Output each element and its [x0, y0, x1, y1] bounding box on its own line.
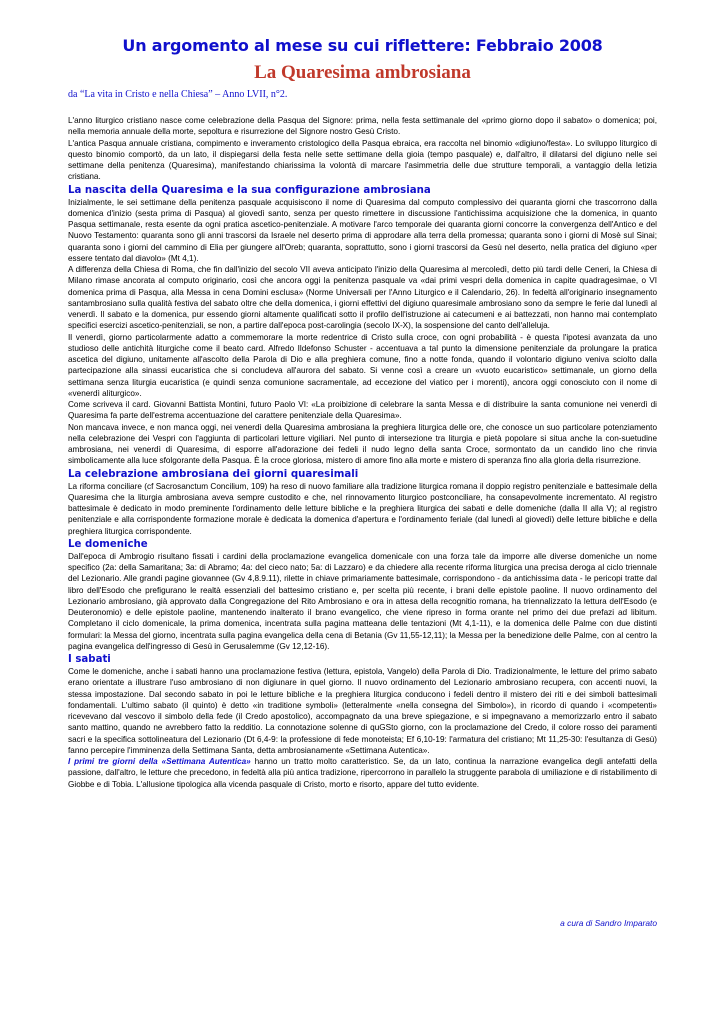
intro	[68, 115, 657, 183]
intro-paragraph: L'antica Pasqua annuale cristiana, compimento e inveramento cristologico della Pasqua ebraica, era raccolta nel binomio «digiuno/festa». Lo sviluppo liturgico di questo binomio comportò, da un lato, il dispiegarsi della festa nelle sette settimane della gioia (tempo pasquale) e, dall'altro, il dilatarsi del digiuno nelle sei settimane della penitenza (Quaresima), manifestando chiarissima la volontà di marcare l'asimmetria delle due strutture temporali, a vantaggio della letizia cristiana.	[68, 138, 657, 182]
section-paragraph: Come scriveva il card. Giovanni Battista Montini, futuro Paolo VI: «La proibizione di celebrare la santa Messa e di distribuire la santa comunione nei venerdì di Quaresima fa parte dell'estrema accentuazione del carattere penitenziale della Quaresima».	[68, 400, 657, 421]
signature: a cura di Sandro Imparato	[560, 918, 657, 928]
document-page	[68, 36, 657, 790]
section-paragraph: Non mancava invece, e non manca oggi, nei venerdì della Quaresima ambrosiana la preghiera liturgica delle ore, che conosce un suo particolare potenziamento nella celebrazione dei Vespri con l'aggiunta di particolari letture vigiliari. Nel punto di intersezione tra liturgia e pietà popolare si situa anche la con-suetudine ambrosiana, nei venerdì di Quaresima, di esporre all'adorazione dei fedeli il nudo legno della santa Croce, sormontato da un candido lino che rinvia simbolicamente alla luce sfolgorante della Pasqua. È la croce gloriosa, mistero di amore fino alla morte e mistero di speranza fino alla gloria della risurrezione.	[68, 422, 657, 466]
intro-paragraph: L'anno liturgico cristiano nasce come celebrazione della Pasqua del Signore: prima, nella festa settimanale del «primo giorno dopo il sabato» o domenica; poi, nella memoria annuale della morte, sepoltura e risurrezione del Signore nostro Gesù Cristo.	[68, 116, 657, 137]
section-heading: Le domeniche	[68, 538, 148, 550]
header-title: Un argomento al mese su cui riflettere: Febbraio 2008	[122, 36, 603, 55]
section-paragraph: Il venerdì, giorno particolarmente adatto a commemorare la morte redentrice di Cristo sulla croce, con ogni probabilità - è questa l'ipotesi avanzata da uno studioso delle antichità liturgiche come il beato card. Alfredo Ildefonso Schuster - accentuava a tal punto la dimensione penitenziale da prolungare la pratica ascetica del digiuno, unitamente all'ascolto della Parola di Dio e alla preghiera comune, fino a notte fonda, quando il volontario digiuno veniva sciolto dalla partecipazione alla sinassi eucaristica che si concludeva all'aurora del sabato. Si venne così a creare un «vuoto eucaristico» settimanale, un giorno della settimana senza liturgia eucaristica (e quindi senza comunione sacramentale, ad eccezione del viatico per i morenti), ancora oggi conosciuto con il nome di «venerdì aliturgico».	[68, 332, 657, 398]
section-paragraph: Come le domeniche, anche i sabati hanno una proclamazione festiva (lettura, epistola, Vangelo) della Parola di Dio. Tradizionalmente, le letture del primo sabato erano orientate a illustrare l'uso ambrosiano di non digiunare in quel giorno. Il nuovo ordinamento del Lezionario ambrosiano recupera, con accenti nuovi, la stessa impostazione. Dal secondo sabato in poi le letture bibliche e la preghiera liturgica conducono i fedeli dentro il mistero dei riti e dei simboli battesimali fondamentali. L'ultimo sabato (il quinto) è detto «in traditione symboli» (letteralmente «nella consegna del Simbolo»), in ricordo di quando i «competenti» ricevevano dal vescovo il simbolo della fede (il Credo apostolico), accompagnato da una breve spiegazione, e si impegnavano a memorizzarlo entro il sabato santo mattino, quando ne avrebbero fatto la redditio. La connotazione solenne di quGSto giorno, con la proclamazione del Credo, il colore rosso dei paramenti sacri e la specifica sottolineatura del Lezionario (Dt 6,4-9: la professione di fede monoteista; Ef 6,10-19: l'armatura del cristiano; Mt 11,25-30: l'esultanza di Gesù) fanno percepire l'imminenza della Settimana Santa, detta ambrosianamente «Settimana Autentica».	[68, 667, 657, 755]
section-heading: La celebrazione ambrosiana dei giorni quaresimali	[68, 468, 359, 480]
section-paragraph: A differenza della Chiesa di Roma, che fin dall'inizio del secolo VII aveva anticipato l'inizio della Quaresima al mercoledì, detto più tardi delle Ceneri, la Chiesa di Milano rimase ancorata al computo originario, così che ancora oggi la penitenza pasquale va «dai primi vespri della domenica in capite quadragesimae, o VI domenica prima di Pasqua, alla Messa in cena Domini esclusa» (Norme Universali per l'Anno Liturgico e il Calendario, 26). In fedeltà all'originario insegnamento santambrosiano sulla qualità festiva del sabato oltre che della domenica, i giorni effettivi del digiuno quaresimale ambrosiano sono da sempre le ferie dal lunedì al venerdì. Il sabato e la domenica, pur essendo giorni altamente qualificati sotto il profilo dell'istruzione ai catecumeni e ai battezzati, non hanno mai contemplato specifici esercizi ascetico-penitenziali, se non, a partire dall'epoca post-carolingia (secolo IX-X), la sospensione del canto dell'alleluja.	[68, 265, 657, 331]
closing-lead: I primi tre giorni della «Settimana Autentica»	[68, 757, 251, 766]
section-paragraph: Inizialmente, le sei settimane della penitenza pasquale acquisiscono il nome di Quaresima dal computo complessivo dei quaranta giorni che trascorrono dalla domenica d'inizio (sesta prima di Pasqua) al giovedì santo, senza per questo rimettere in discussione l'antichissima acquisizione che la domenica, in quanto Pasqua settimanale, resta esente da ogni pratica ascetico-penitenziale. A motivare l'arco temporale dei quaranta giorni concorre la convergenza dell'Antico e del Nuovo Testamento: quaranta sono gli anni trascorsi da Israele nel deserto prima di approdare alla terra della promessa; quaranta sono i giorni di Mosè sul Sinai; quaranta sono i giorni del cammino di Elia per giungere all'Oreb; quaranta, soprattutto, sono i giorni trascorsi da Gesù nel deserto, nella pratica del digiuno «per essere tentato dal diavolo» (Mt 4,1).	[68, 197, 657, 263]
main-title: La Quaresima ambrosiana	[254, 62, 471, 83]
source-line: da “La vita in Cristo e nella Chiesa” – Anno LVII, n°2.	[68, 89, 288, 100]
section-paragraph: Dall'epoca di Ambrogio risultano fissati i cardini della proclamazione evangelica domenicale con una forza tale da imporre alle diverse domeniche un nome specifico (2a: della Samaritana; 3a: di Abramo; 4a: del cieco nato; 5a: di Lazzaro) e da chiedere alla recente riforma liturgica una precisa deroga al ciclo triennale del Lezionario. Alle grandi pagine giovannee (Gv 4,8.9.11), rilette in chiave primariamente battesimale, corrispondono - da antichissima data - le pericopi tratte dal libro dell'Esodo che prefigurano le realtà essenziali del battesimo cristiano e, per scelta più recente, i brani delle epistole paoline. Il nuovo ordinamento del Lezionario ambrosiano, già approvato dalla Congregazione del Rito Ambrosiano e ora in attesa della recognitio romana, ha triennalizzato la lettura dell'Esodo (e Deuteronomio) e delle epistole paoline, mantenendo inalterato il brano evangelico, che viene ripreso in forma orante nel primo dei due prefazi ad libitum. Completano il ciclo domenicale, la prima domenica, incentrata sulla pagina matteana delle tentazioni (Mt 4,1-11), e la domenica delle Palme con due distinti formulari: la Messa del giorno, incentrata sulla pagina evangelica della cena di Betania (Gv 11,55-12,11); la Messa per la benedizione delle Palme, con al centro la pagina evangelica dell'ingresso di Gesù in Gerusalemme (Gv 12,12-16).	[68, 551, 657, 651]
section-paragraph: La riforma conciliare (cf Sacrosanctum Concilium, 109) ha reso di nuovo familiare alla tradizione liturgica romana il doppio registro penitenziale e battesimale della Quaresima che la liturgia ambrosiana aveva sempre custodito e che, nel rinnovamento liturgico postconciliare, ha consapevolmente incrementato. Al registro battesimale è dedicato in modo preminente l'ordinamento delle letture bibliche e la preghiera liturgica dei sabati e delle domeniche (dalla II alla V); al registro penitenziale e alla corrispondente formazione morale è dedicata la domenica d'apertura e l'ordinamento feriale (dal lunedì al giovedì) delle letture bibliche e della preghiera liturgica corrispondente.	[68, 481, 657, 536]
closing-paragraph	[68, 756, 657, 790]
closing-text: hanno un tratto molto caratteristico. Se, da un lato, continua la narrazione evangelica degli antefatti della passione, dall'altro, le letture che precedono, in fedeltà alla più antica tradizione, ripercorrono in parallelo la struggente parabola di umiliazione e di ristabilimento di Giobbe e di Tobia. L'allusione tipologica alla vicenda pasquale di Cristo, morto e risorto, appare del tutto evidente.	[68, 757, 657, 789]
section-heading: La nascita della Quaresima e la sua configurazione ambrosiana	[68, 184, 431, 196]
section-heading: I sabati	[68, 654, 111, 665]
